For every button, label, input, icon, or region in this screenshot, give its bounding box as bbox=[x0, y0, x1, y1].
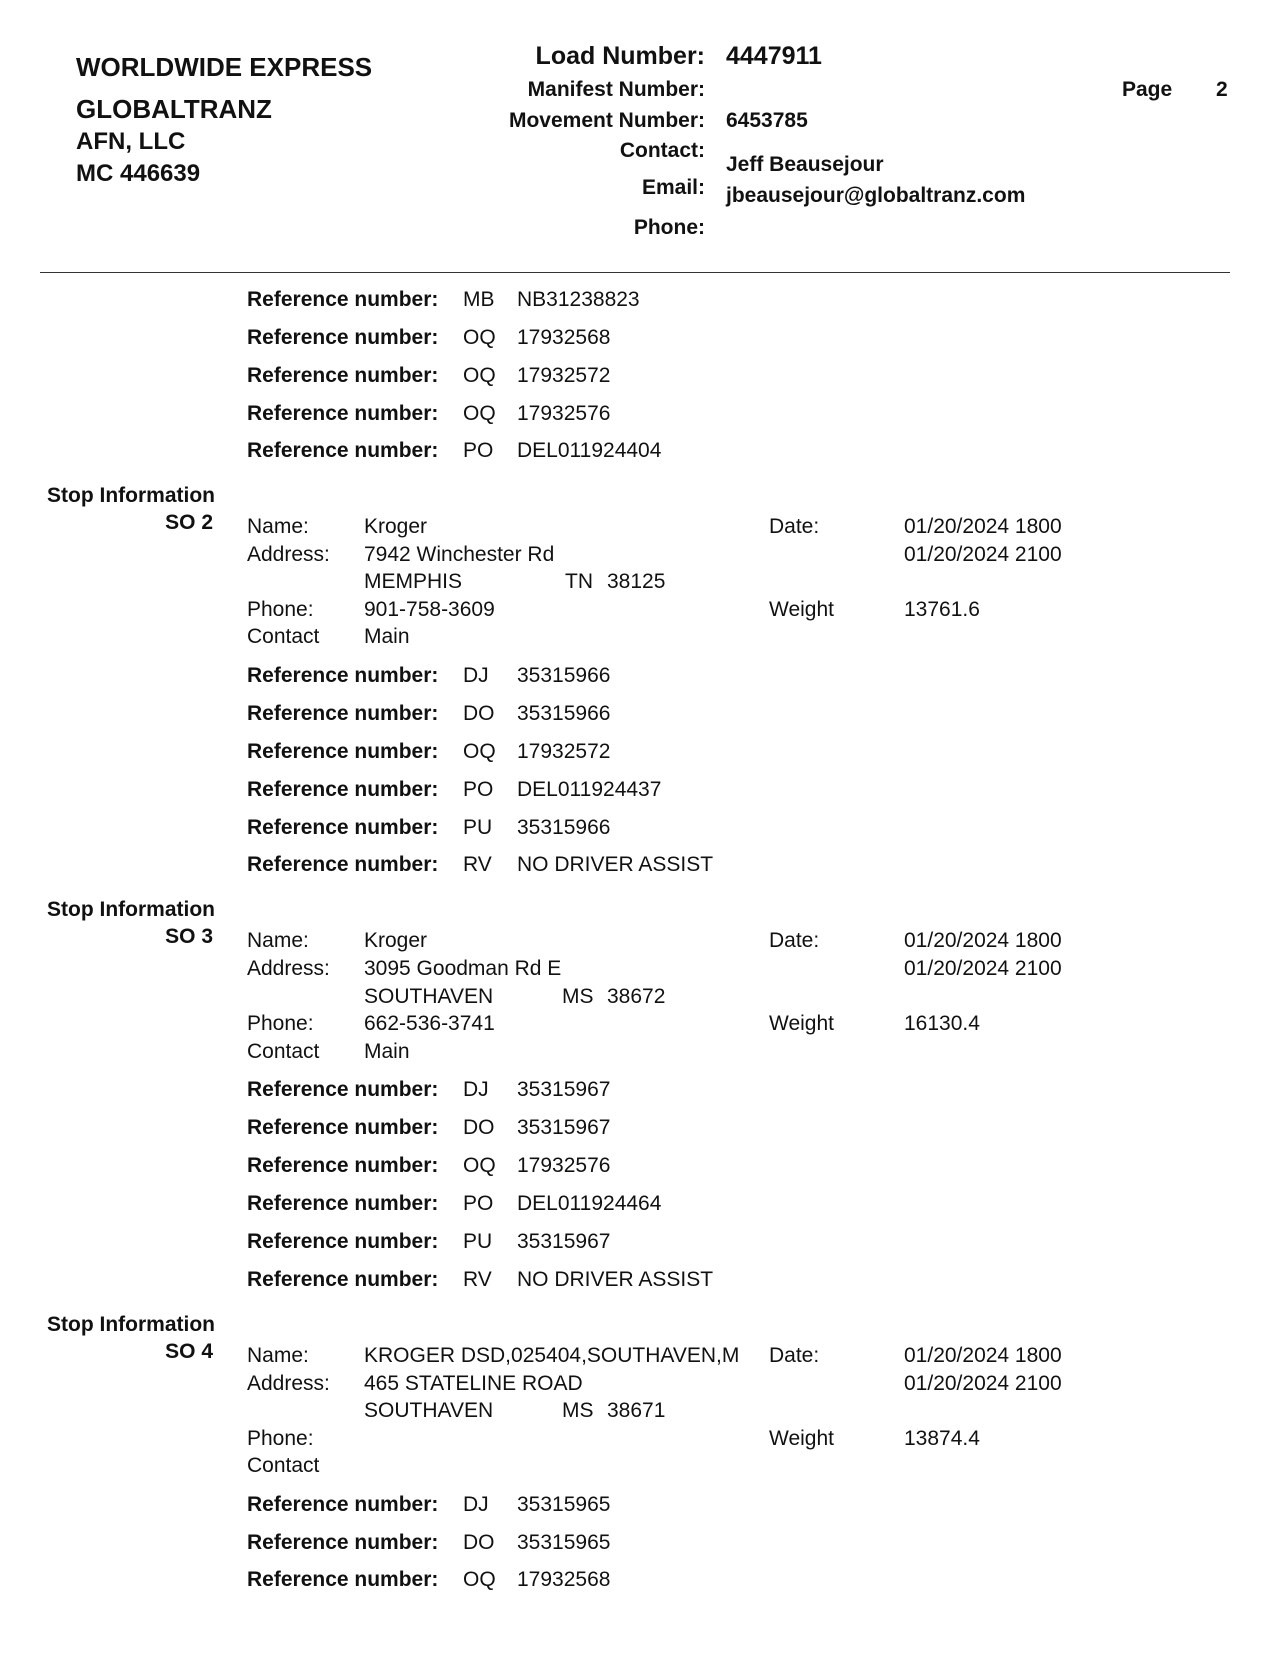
company-mc-number: MC 446639 bbox=[76, 160, 201, 187]
reference-label: Reference number: bbox=[247, 1268, 439, 1291]
reference-label: Reference number: bbox=[247, 288, 439, 311]
reference-value: 35315966 bbox=[517, 702, 611, 725]
contact-label: Contact bbox=[247, 1040, 320, 1063]
date-end: 01/20/2024 2100 bbox=[904, 957, 1062, 980]
date-start: 01/20/2024 1800 bbox=[904, 929, 1062, 952]
date-label: Date: bbox=[769, 515, 820, 538]
stop-name: Kroger bbox=[364, 929, 428, 952]
reference-label: Reference number: bbox=[247, 326, 439, 349]
reference-value: 35315966 bbox=[517, 664, 611, 687]
address-state: TN bbox=[565, 570, 593, 593]
reference-code: DO bbox=[463, 702, 495, 725]
reference-code: OQ bbox=[463, 1154, 496, 1177]
name-label: Name: bbox=[247, 929, 309, 952]
stop-weight: 16130.4 bbox=[904, 1012, 980, 1035]
contact-label: Contact bbox=[247, 625, 320, 648]
header-divider bbox=[40, 272, 1230, 273]
stop-id: SO 3 bbox=[165, 925, 213, 948]
weight-label: Weight bbox=[769, 1012, 834, 1035]
reference-code: OQ bbox=[463, 364, 496, 387]
contact-label: Contact bbox=[247, 1454, 320, 1477]
reference-code: OQ bbox=[463, 740, 496, 763]
reference-label: Reference number: bbox=[247, 439, 439, 462]
address-zip: 38672 bbox=[607, 985, 666, 1008]
address-label: Address: bbox=[247, 957, 330, 980]
email-label: Email: bbox=[641, 176, 705, 199]
reference-label: Reference number: bbox=[247, 1568, 439, 1591]
address-label: Address: bbox=[247, 1372, 330, 1395]
reference-code: OQ bbox=[463, 326, 496, 349]
stop-contact: Main bbox=[364, 625, 410, 648]
movement-number-label: Movement Number: bbox=[508, 109, 705, 132]
reference-value: DEL011924404 bbox=[517, 439, 662, 462]
stop-contact: Main bbox=[364, 1040, 410, 1063]
reference-label: Reference number: bbox=[247, 702, 439, 725]
reference-code: RV bbox=[463, 853, 492, 876]
reference-label: Reference number: bbox=[247, 1116, 439, 1139]
reference-value: NO DRIVER ASSIST bbox=[517, 1268, 714, 1291]
reference-code: PU bbox=[463, 1230, 493, 1253]
company-name: WORLDWIDE EXPRESS bbox=[76, 52, 373, 82]
movement-number-value: 6453785 bbox=[726, 109, 808, 132]
stop-information-title: Stop Information bbox=[47, 1313, 215, 1336]
address-label: Address: bbox=[247, 543, 330, 566]
reference-code: PO bbox=[463, 778, 494, 801]
date-label: Date: bbox=[769, 929, 820, 952]
company-brand: GLOBALTRANZ bbox=[76, 94, 272, 124]
contact-label: Contact: bbox=[619, 139, 705, 162]
page-number: 2 bbox=[1216, 78, 1228, 101]
manifest-number-label: Manifest Number: bbox=[527, 78, 705, 101]
reference-value: 35315967 bbox=[517, 1078, 611, 1101]
reference-label: Reference number: bbox=[247, 1078, 439, 1101]
reference-value: 17932572 bbox=[517, 364, 611, 387]
reference-label: Reference number: bbox=[247, 853, 439, 876]
reference-value: 17932572 bbox=[517, 740, 611, 763]
stop-information-title: Stop Information bbox=[47, 484, 215, 507]
stop-phone: 901-758-3609 bbox=[364, 598, 495, 621]
reference-label: Reference number: bbox=[247, 740, 439, 763]
reference-code: DJ bbox=[463, 1493, 489, 1516]
phone-label: Phone: bbox=[247, 598, 314, 621]
address-state: MS bbox=[562, 1399, 594, 1422]
stop-weight: 13874.4 bbox=[904, 1427, 980, 1450]
phone-label: Phone: bbox=[247, 1427, 314, 1450]
reference-label: Reference number: bbox=[247, 402, 439, 425]
stop-name: Kroger bbox=[364, 515, 428, 538]
reference-value: 35315965 bbox=[517, 1493, 611, 1516]
address-line: 3095 Goodman Rd E bbox=[364, 957, 562, 980]
reference-code: DJ bbox=[463, 1078, 489, 1101]
reference-value: 17932568 bbox=[517, 326, 611, 349]
email-value: jbeausejour@globaltranz.com bbox=[726, 184, 1026, 207]
stop-id: SO 2 bbox=[165, 511, 213, 534]
reference-code: DO bbox=[463, 1531, 495, 1554]
name-label: Name: bbox=[247, 1344, 309, 1367]
reference-code: MB bbox=[463, 288, 495, 311]
reference-label: Reference number: bbox=[247, 778, 439, 801]
stop-id: SO 4 bbox=[165, 1340, 213, 1363]
reference-code: DJ bbox=[463, 664, 489, 687]
company-block bbox=[76, 52, 372, 188]
weight-label: Weight bbox=[769, 598, 834, 621]
reference-value: 17932568 bbox=[517, 1568, 611, 1591]
reference-value: 17932576 bbox=[517, 402, 611, 425]
date-end: 01/20/2024 2100 bbox=[904, 1372, 1062, 1395]
reference-label: Reference number: bbox=[247, 364, 439, 387]
reference-code: OQ bbox=[463, 402, 496, 425]
reference-code: DO bbox=[463, 1116, 495, 1139]
reference-value: NO DRIVER ASSIST bbox=[517, 853, 714, 876]
address-state: MS bbox=[562, 985, 594, 1008]
phone-label: Phone: bbox=[247, 1012, 314, 1035]
page-label: Page bbox=[1122, 78, 1173, 101]
reference-value: 17932576 bbox=[517, 1154, 611, 1177]
date-start: 01/20/2024 1800 bbox=[904, 515, 1062, 538]
reference-value: 35315967 bbox=[517, 1230, 611, 1253]
address-city: SOUTHAVEN bbox=[364, 985, 494, 1008]
contact-value: Jeff Beausejour bbox=[726, 153, 884, 176]
reference-label: Reference number: bbox=[247, 1493, 439, 1516]
stop-name: KROGER DSD,025404,SOUTHAVEN,M bbox=[364, 1344, 740, 1367]
reference-value: DEL011924464 bbox=[517, 1192, 662, 1215]
load-number-label: Load Number: bbox=[535, 42, 705, 70]
address-line: 465 STATELINE ROAD bbox=[364, 1372, 583, 1395]
phone-label: Phone: bbox=[633, 216, 705, 239]
stop-weight: 13761.6 bbox=[904, 598, 980, 621]
reference-code: PO bbox=[463, 439, 494, 462]
address-zip: 38125 bbox=[607, 570, 666, 593]
address-city: SOUTHAVEN bbox=[364, 1399, 494, 1422]
reference-value: 35315965 bbox=[517, 1531, 611, 1554]
reference-label: Reference number: bbox=[247, 664, 439, 687]
date-start: 01/20/2024 1800 bbox=[904, 1344, 1062, 1367]
reference-value: DEL011924437 bbox=[517, 778, 662, 801]
reference-label: Reference number: bbox=[247, 816, 439, 839]
date-label: Date: bbox=[769, 1344, 820, 1367]
reference-label: Reference number: bbox=[247, 1192, 439, 1215]
weight-label: Weight bbox=[769, 1427, 834, 1450]
reference-value: 35315966 bbox=[517, 816, 611, 839]
stop-information-title: Stop Information bbox=[47, 898, 215, 921]
name-label: Name: bbox=[247, 515, 309, 538]
reference-label: Reference number: bbox=[247, 1531, 439, 1554]
address-zip: 38671 bbox=[607, 1399, 666, 1422]
reference-code: OQ bbox=[463, 1568, 496, 1591]
reference-label: Reference number: bbox=[247, 1154, 439, 1177]
address-city: MEMPHIS bbox=[364, 570, 463, 593]
company-entity: AFN, LLC bbox=[76, 128, 186, 155]
reference-code: PO bbox=[463, 1192, 494, 1215]
reference-value: 35315967 bbox=[517, 1116, 611, 1139]
reference-label: Reference number: bbox=[247, 1230, 439, 1253]
load-number-value: 4447911 bbox=[726, 42, 822, 70]
reference-value: NB31238823 bbox=[517, 288, 640, 311]
date-end: 01/20/2024 2100 bbox=[904, 543, 1062, 566]
reference-code: RV bbox=[463, 1268, 492, 1291]
stop-phone: 662-536-3741 bbox=[364, 1012, 495, 1035]
reference-code: PU bbox=[463, 816, 493, 839]
address-line: 7942 Winchester Rd bbox=[364, 543, 555, 566]
